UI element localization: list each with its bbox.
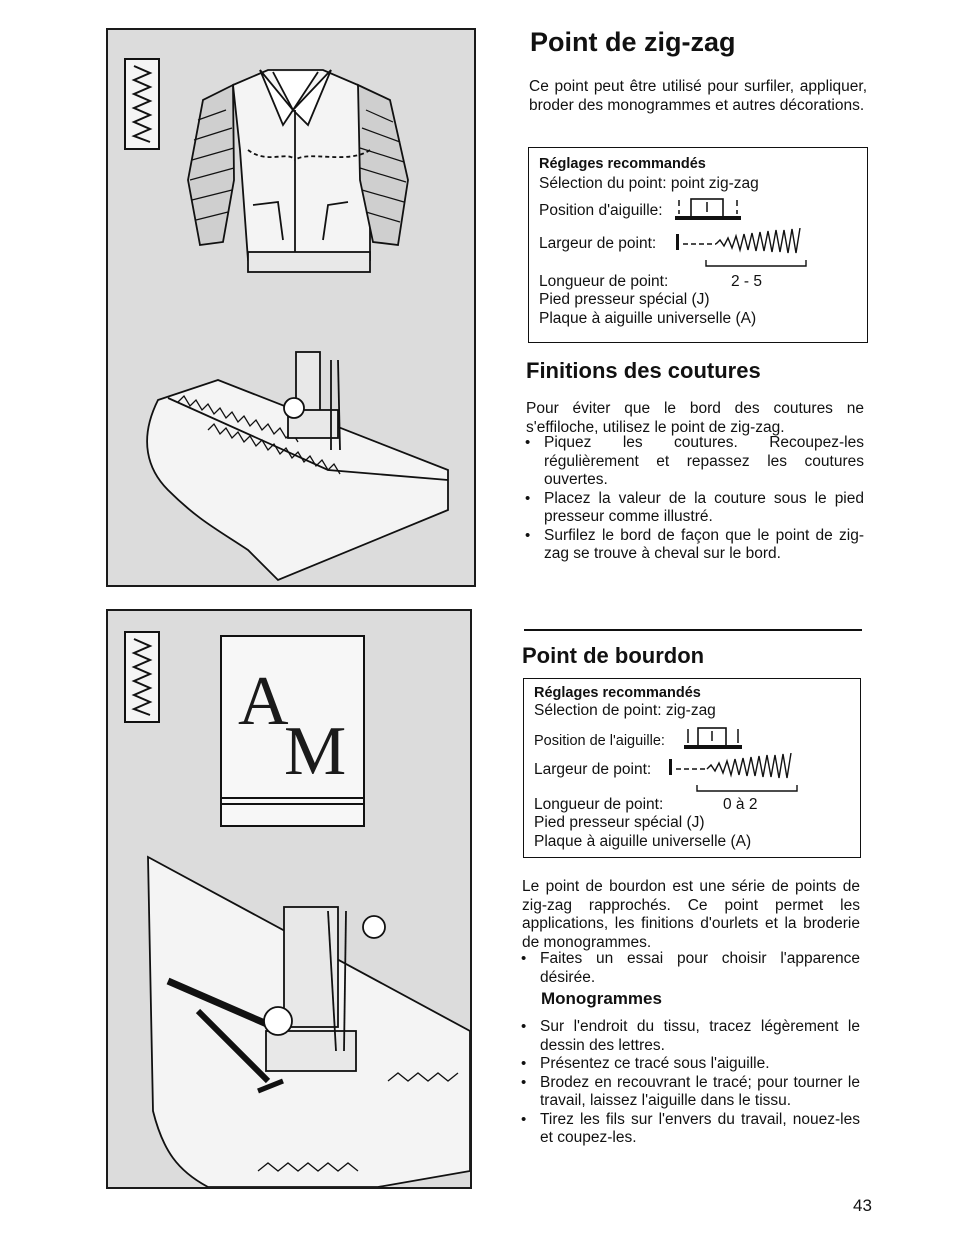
monograms-title: Monogrammes bbox=[541, 989, 662, 1008]
finishing-steps bbox=[523, 434, 864, 564]
satin-stitch-length-label: Longueur de point: bbox=[534, 796, 664, 813]
list-item: • Brodez en recouvrant le tracé; pour tourner le travail, laissez l'aiguille dans le tissu. bbox=[519, 1074, 860, 1111]
list-item: • Faites un essai pour choisir l'apparence désirée. bbox=[519, 950, 860, 987]
zigzag-needle-plate: Plaque à aiguille universelle (A) bbox=[539, 310, 757, 327]
satin-needle-position-label: Position de l'aiguille: bbox=[534, 733, 665, 749]
zigzag-presser-foot: Pied presseur spécial (J) bbox=[539, 291, 710, 308]
list-item: • Placez la valeur de la couture sous le pied presseur comme illustré. bbox=[523, 490, 864, 527]
illustration-jacket-seam-finish bbox=[106, 28, 476, 587]
monogram-steps bbox=[519, 1018, 860, 1148]
satin-tips bbox=[519, 950, 860, 987]
monogram-letter-m: M bbox=[284, 713, 347, 790]
seam-finish-illustration bbox=[147, 352, 448, 580]
needle-position-icon bbox=[675, 196, 745, 222]
list-item: • Piquez les coutures. Recoupez-les régulièrement et repassez les coutures ouvertes. bbox=[523, 434, 864, 490]
finishing-intro: Pour éviter que le bord des coutures ne s'effiloche, utilisez le point de zig-zag. bbox=[526, 400, 864, 436]
satin-settings-box bbox=[523, 678, 861, 858]
list-item: • Tirez les fils sur l'envers du travail, nouez-les et coupez-les. bbox=[519, 1111, 860, 1148]
satin-title: Point de bourdon bbox=[522, 643, 705, 668]
satin-stitch-width-label: Largeur de point: bbox=[534, 761, 652, 778]
satin-needle-plate: Plaque à aiguille universelle (A) bbox=[534, 833, 752, 850]
section-divider bbox=[524, 629, 862, 631]
satin-intro: Le point de bourdon est une série de points de zig-zag rapprochés. Ce point permet les applications, les finitions d'ourlets et la broderie de monogrammes. bbox=[522, 878, 860, 951]
zigzag-stitch-width-label: Largeur de point: bbox=[539, 235, 657, 252]
page-number: 43 bbox=[853, 1196, 872, 1215]
satin-stitch-selection: Sélection de point: zig-zag bbox=[534, 702, 716, 719]
zigzag-needle-position-label: Position d'aiguille: bbox=[539, 202, 663, 219]
needle-position-icon bbox=[684, 725, 744, 751]
finishing-title: Finitions des coutures bbox=[526, 358, 761, 383]
stitch-width-icon bbox=[676, 228, 811, 270]
satin-settings-heading: Réglages recommandés bbox=[534, 685, 701, 701]
zigzag-settings-heading: Réglages recommandés bbox=[539, 156, 706, 172]
satin-stitch-length-value: 0 à 2 bbox=[723, 796, 758, 813]
list-item: • Présentez ce tracé sous l'aiguille. bbox=[519, 1055, 860, 1074]
zigzag-title: Point de zig-zag bbox=[530, 27, 736, 57]
list-item: • Sur l'endroit du tissu, tracez légèrement le dessin des lettres. bbox=[519, 1018, 860, 1055]
list-item: • Surfilez le bord de façon que le point de zig-zag se trouve à cheval sur le bord. bbox=[523, 527, 864, 564]
zigzag-stitch-length-value: 2 - 5 bbox=[731, 273, 763, 290]
zigzag-stitch-length-label: Longueur de point: bbox=[539, 273, 669, 290]
zigzag-settings-box bbox=[528, 147, 868, 343]
zigzag-stitch-selection: Sélection du point: point zig-zag bbox=[539, 175, 759, 192]
satin-presser-foot: Pied presseur spécial (J) bbox=[534, 814, 705, 831]
satin-stitch-illustration bbox=[148, 857, 470, 1187]
monogram-letter-a: A bbox=[238, 663, 289, 740]
stitch-width-icon bbox=[669, 753, 804, 795]
illustration-monogram-satin bbox=[106, 609, 472, 1189]
zigzag-intro: Ce point peut être utilisé pour surfiler, appliquer, broder des monogrammes et autres décorations. bbox=[529, 78, 867, 114]
